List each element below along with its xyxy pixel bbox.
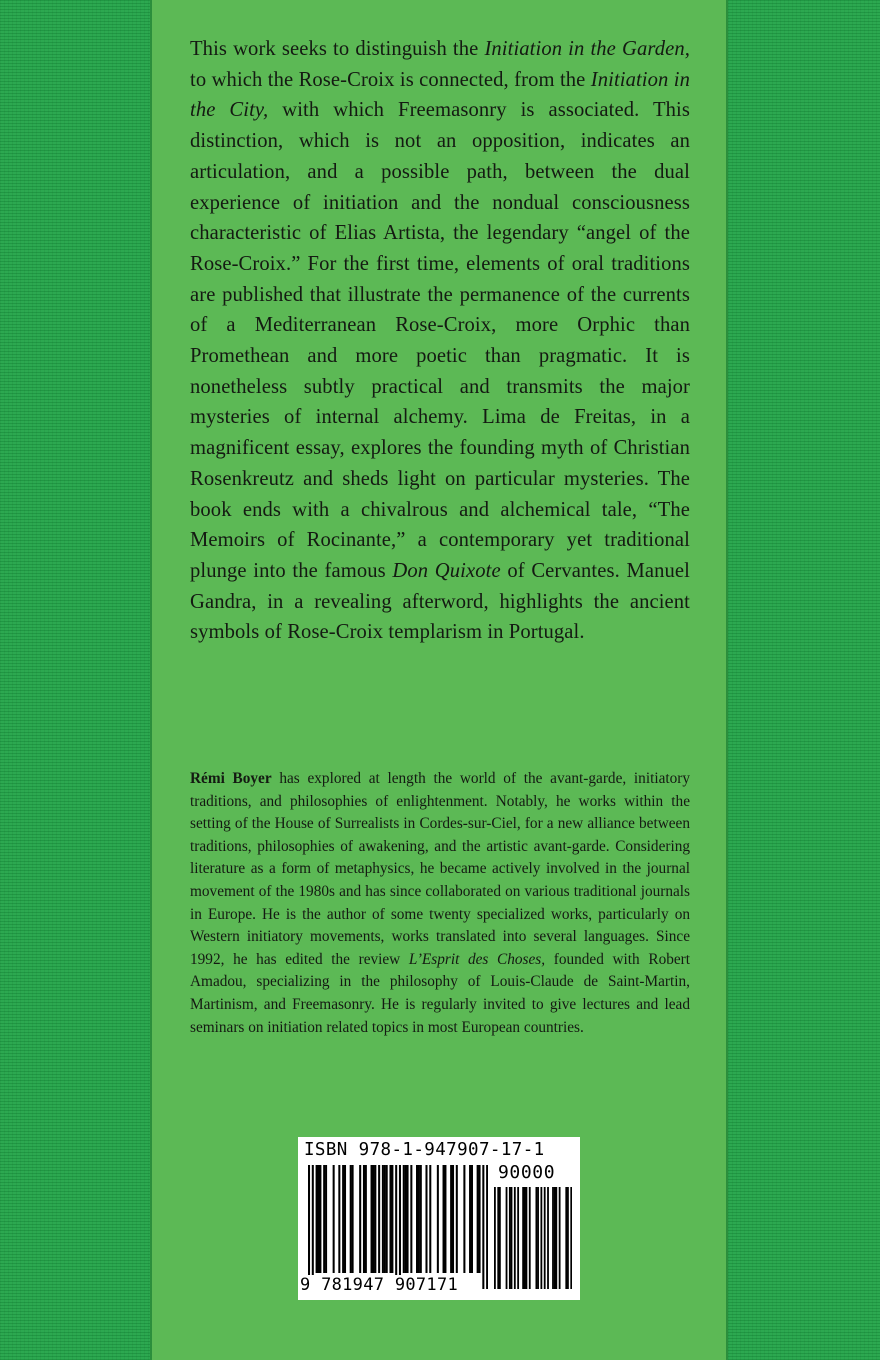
barcode-bar <box>471 1165 473 1273</box>
barcode-bar <box>363 1165 365 1273</box>
addon-bar <box>552 1187 554 1289</box>
barcode-bar <box>312 1165 314 1289</box>
author-bio <box>190 768 690 1039</box>
addon-bar <box>522 1187 524 1289</box>
barcode-bar <box>386 1165 388 1273</box>
barcode-bar <box>371 1165 373 1273</box>
addon-bar <box>506 1187 508 1289</box>
barcode-bar <box>317 1165 319 1273</box>
barcode-bar <box>389 1165 391 1273</box>
barcode-bar <box>399 1165 401 1289</box>
addon-bars <box>494 1187 572 1289</box>
bio-part-2: founded with Robert Amadou, specializing in the philosophy of Louis-Claude de Saint-Martin, Martinism, and Freemasonry. He is regularly invited to give lectures and lead seminars on initiation related topics in most European countries. <box>190 950 690 1036</box>
barcode-bar <box>425 1165 427 1273</box>
addon-bar <box>514 1187 516 1289</box>
barcode-bar <box>378 1165 380 1273</box>
bio-review-title: L’Esprit des Choses, <box>408 950 546 968</box>
barcode-bar <box>338 1165 340 1273</box>
addon-bar <box>517 1187 519 1289</box>
author-name: Rémi Boyer <box>190 770 272 787</box>
barcode-bar <box>429 1165 431 1273</box>
bio-part-1: has explored at length the world of the avant-garde, initiatory traditions, and philosophies of enlightenment. Notably, he works within the setting of the House of Surrealists in Cordes-sur-Ciel, for a new alliance between traditions, philosophies of awakening, and the artistic avant-garde. Considering literature as a form of metaphysics, he became actively involved in the journal movement of the 1980s and has since collaborated on various traditional journals in Europe. He is the author of some twenty specialized works, particularly on Western initiatory movements, works translated into several languages. Since 1992, he has edited the review <box>190 770 690 968</box>
barcode-bar <box>482 1165 484 1289</box>
blurb-mid-2: with which Freemasonry is associated. This distinction, which is not an opposition, indicates an articulation, and a possible path, between the dual experience of initiation and the nondual consciousness characteristic of Elias Artista, the legendary “angel of the Rose-Croix.” For the first time, elements of oral traditions are published that illustrate the permanence of the currents of a Mediterranean Rose-Croix, more Orphic than Promethean and more poetic than pragmatic. It is nonetheless subtly practical and transmits the major mysteries of internal alchemy. Lima de Freitas, in a magnificent essay, explores the founding myth of Christian Rosenkreutz and sheds light on particular mysteries. The book ends with a chivalrous and alchemical tale, “The Memoirs of Rocinante,” a contemporary yet traditional plunge into the famous <box>190 99 690 582</box>
barcode-bar <box>384 1165 386 1273</box>
addon-bar <box>509 1187 511 1289</box>
book-description <box>190 34 690 648</box>
blurb-intro: This work seeks to distinguish the <box>190 38 485 60</box>
blurb-title-quixote: Don Quixote <box>392 559 501 582</box>
addon-bar <box>567 1187 569 1289</box>
blurb-title-garden: Initiation in the Garden, <box>484 38 690 60</box>
barcode-bar <box>359 1165 361 1273</box>
barcode-bar <box>323 1165 325 1273</box>
barcode-bar <box>420 1165 422 1273</box>
addon-bar <box>511 1187 513 1289</box>
addon-bar <box>497 1187 499 1289</box>
barcode-bar <box>456 1165 458 1273</box>
barcode-bar <box>469 1165 471 1273</box>
barcode-bar <box>316 1165 318 1273</box>
addon-bar <box>565 1187 567 1289</box>
barcode-bar <box>405 1165 407 1273</box>
addon-bar <box>494 1187 496 1289</box>
barcode-bar <box>333 1165 335 1273</box>
addon-bar <box>570 1187 572 1289</box>
ean13-bars <box>308 1165 488 1289</box>
barcode-bar <box>319 1165 321 1273</box>
barcode-bar <box>308 1165 310 1289</box>
addon-bar <box>544 1187 546 1289</box>
barcode-bar <box>477 1165 479 1273</box>
price-code: 90000 <box>498 1162 556 1183</box>
barcode-bar <box>325 1165 327 1273</box>
barcode-bar <box>486 1165 488 1289</box>
addon-bar <box>529 1187 531 1289</box>
addon-bar <box>547 1187 549 1289</box>
barcode-bar <box>418 1165 420 1273</box>
barcode-bar <box>382 1165 384 1273</box>
barcode-bar <box>437 1165 439 1273</box>
isbn-label: ISBN 978-1-947907-17-1 <box>304 1140 545 1160</box>
barcode-bar <box>450 1165 452 1273</box>
barcode-bar <box>391 1165 393 1273</box>
addon-bar <box>537 1187 539 1289</box>
blurb-end: of Cervantes. Manuel Gandra, in a revealing afterword, highlights the ancient symbols of Rose-Croix templarism in Portugal. <box>190 559 690 644</box>
barcode-bar <box>452 1165 454 1273</box>
blurb-mid-1: to which the Rose-Croix is connected, from the <box>190 68 591 91</box>
addon-bar <box>554 1187 556 1289</box>
addon-bar <box>540 1187 542 1289</box>
barcode-bar <box>444 1165 446 1273</box>
ean-digits: 9 781947 907171 <box>300 1275 478 1295</box>
barcode-bar <box>410 1165 412 1273</box>
addon-bar <box>559 1187 561 1289</box>
barcode-bar <box>395 1165 397 1289</box>
barcode-bar <box>352 1165 354 1273</box>
text-panel <box>150 0 728 1360</box>
barcode-bar <box>463 1165 465 1273</box>
addon-bar <box>535 1187 537 1289</box>
addon-bar <box>524 1187 526 1289</box>
addon-bar <box>555 1187 557 1289</box>
barcode-bar <box>479 1165 481 1273</box>
blurb-title-city: Initiation in the City, <box>190 68 690 122</box>
barcode-bar <box>374 1165 376 1273</box>
barcode-bar <box>416 1165 418 1273</box>
addon-bar <box>499 1187 501 1289</box>
barcode-bar <box>344 1165 346 1273</box>
barcode-bar <box>407 1165 409 1273</box>
barcode-bar <box>403 1165 405 1273</box>
barcode-bar <box>365 1165 367 1273</box>
isbn-barcode <box>298 1137 580 1300</box>
barcode-bar <box>342 1165 344 1273</box>
barcode-bar <box>350 1165 352 1273</box>
addon-bar <box>526 1187 528 1289</box>
barcode-bar <box>443 1165 445 1273</box>
barcode-bar <box>372 1165 374 1273</box>
